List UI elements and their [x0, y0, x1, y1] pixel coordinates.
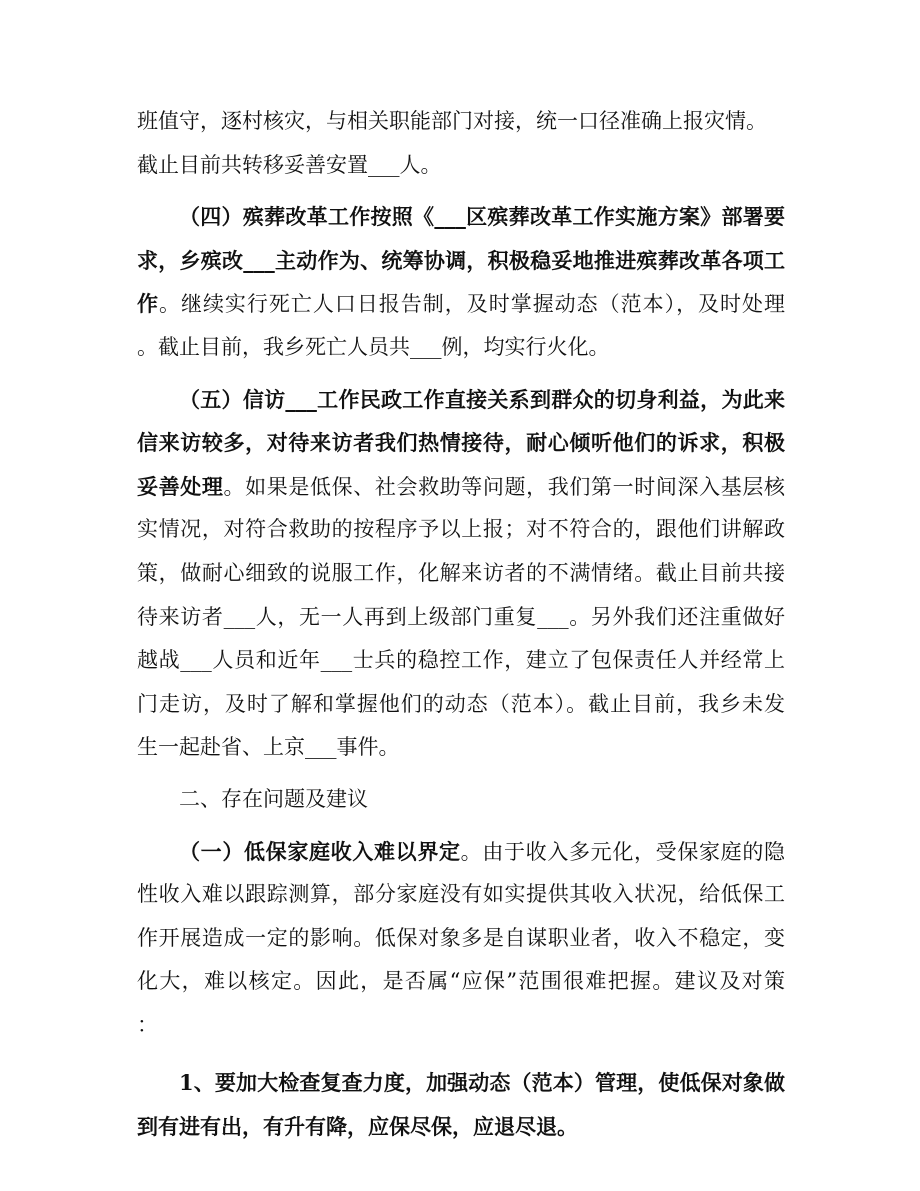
text-line: 。截止目前，我乡死亡人员共___例，均实行火化。 — [137, 334, 610, 359]
text-line: 生一起赴省、上京___事件。 — [137, 735, 400, 760]
section-heading — [137, 778, 785, 822]
text-line: ： — [137, 1012, 158, 1037]
text-line — [137, 282, 785, 326]
text-line: 班值守，逐村核灾，与相关职能部门对接，统一口径准确上报灾情。 — [137, 109, 767, 133]
document-body — [137, 100, 785, 1149]
text-line: 越战___人员和近年___士兵的稳控工作，建立了包保责任人并经常上 — [137, 648, 785, 673]
text-line: 性收入难以跟踪测算，部分家庭没有如实提供其收入状况，给低保工 — [137, 882, 785, 907]
text-line: 到有进有出，有升有降，应保尽保，应退尽退。 — [137, 1114, 578, 1140]
text-fragment: 。由于收入多元化，受保家庭的隐 — [460, 839, 786, 864]
text-line: 实情况，对符合救助的按程序予以上报；对不符合的，跟他们讲解政 — [137, 517, 785, 542]
bold-text: 妥善处理 — [137, 473, 224, 499]
heading-text: 二、存在问题及建议 — [179, 786, 368, 811]
paragraph-petition — [137, 378, 785, 770]
text-fragment: 。如果是低保、社会救助等问题，我们第一时间深入基层核 — [223, 474, 785, 499]
text-line — [137, 465, 785, 509]
bold-text: 作 — [137, 291, 159, 317]
text-line: 1、要加大检查复查力度，加强动态（范本）管理，使低保对象做 — [179, 1070, 785, 1096]
bold-text: （一）低保家庭收入难以界定 — [179, 838, 461, 864]
paragraph-low-income — [137, 830, 785, 1048]
paragraph-disaster-relief — [137, 100, 785, 187]
text-line: （五）信访___工作民政工作直接关系到群众的切身利益，为此来 — [179, 386, 785, 412]
text-line: 化大，难以核定。因此，是否属“应保”范围很难把握。建议及对策 — [137, 969, 785, 994]
text-line: 信来访较多，对待来访者我们热情接待，耐心倾听他们的诉求，积极 — [137, 430, 785, 456]
text-line: 截止目前共转移妥善安置___人。 — [137, 152, 442, 177]
text-fragment: 。继续实行死亡人口日报告制，及时掌握动态（范本），及时处理 — [158, 292, 785, 317]
text-line: 门走访，及时了解和掌握他们的动态（范本）。截止目前，我乡未发 — [137, 691, 785, 716]
text-line: 策，做耐心细致的说服工作，化解来访者的不满情绪。截止目前共接 — [137, 560, 785, 585]
text-line: （四）殡葬改革工作按照《___区殡葬改革工作实施方案》部署要 — [179, 204, 785, 230]
text-line: 作开展造成一定的影响。低保对象多是自谋职业者，收入不稳定，变 — [137, 925, 785, 950]
text-line — [137, 830, 785, 874]
text-line: 待来访者___人，无一人再到上级部门重复___。另外我们还注重做好 — [137, 604, 785, 629]
paragraph-funeral-reform — [137, 195, 785, 369]
text-line: 求，乡殡改___主动作为、统筹协调，积极稳妥地推进殡葬改革各项工 — [137, 247, 785, 273]
paragraph-recommendation-1 — [137, 1061, 785, 1148]
